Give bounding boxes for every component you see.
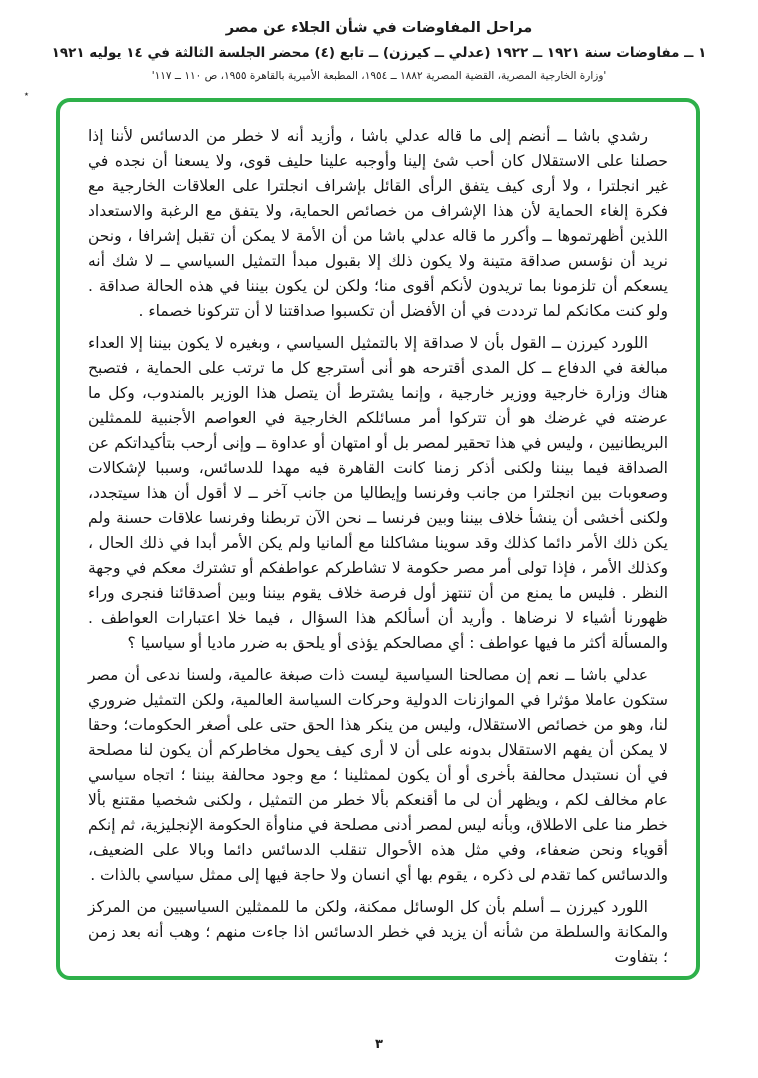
- margin-mark: ٭: [24, 90, 29, 100]
- document-header: [0, 0, 758, 82]
- paragraph-lord-curzon-2: اللورد كيرزن ــ أسلم بأن كل الوسائل ممكنة، ولكن ما للممثلين السياسيين من المركز والمكانة والسلطة من شأنه أن يزيد في خطر الدسائس اذا جاءت منهم ؛ وهب أنه بعد زمن ؛ بتفاوت: [88, 898, 668, 966]
- paragraph-rushdi-pasha: رشدي باشا ــ أنضم إلى ما قاله عدلي باشا ، وأزيد أنه لا خطر من الدسائس لأننا إذا حصلنا على الاستقلال كان أحب شئ إلينا وأوجبه علينا حليف قوى، ولا يسعنا أن نجده في غير انجلترا ، ولا أرى كيف يتفق الرأى القائل بإشراف انجلترا على العلاقات الخارجية مع فكرة إلغاء الحماية لأن هذا الإشراف من خصائص الحماية، ولا يتفق مع الرغبة والاستعداد اللذين أظهرتموها ــ وأكرر ما قاله عدلي باشا من أن الأمة لا يمكن أن تقبل إشرافا ، ونحن نريد أن نؤسس صداقة متينة ولا يكون ذلك إلا بقبول مبدأ التمثيل السياسي ــ لا شك أنه يسعكم أن تلزمونا بما تريدون لأنكم أقوى منا؛ ولكن لن يكون بيننا في هذه الحالة صداقة . ولو كنت مكانكم لما ترددت في أن الأفضل أن تكسبوا صداقتنا لا أن تتركونا خصماء .: [88, 127, 668, 320]
- paragraph-lord-curzon-1: اللورد كيرزن ــ القول بأن لا صداقة إلا بالتمثيل السياسي ، وبغيره لا يكون بيننا إلا العداء مبالغة في الدفاع ــ كل المدى أقترحه هو أنى أسترجع كل ما ترتب على الحماية ، فتصبح هناك وزارة خارجية ووزير خارجية ، وإنما يشترط أن يتصل هذا الوزير بالمندوب، وكل ما عرضته في غرضك هو أن تتركوا أمر مسائلكم الخارجية في العواصم الأجنبية للممثلين البريطانيين ، وليس في هذا تحقير لمصر بل أو امتهان أو عداوة ــ وإنى أرحب بتأكيداتكم عن الصداقة فيما بيننا ولكنى أذكر زمنا كانت القاهرة فيه مهدا للدسائس، وسببا لإشكالات وصعوبات بين انجلترا من جانب وفرنسا وإيطاليا من جانب آخر ــ لا أقول أن هذا سيتجدد، ولكنى أخشى أن ينشأ خلاف بيننا وبين فرنسا ــ نحن الآن تربطنا وفرنسا علاقات حسنة ولم يكن ذلك الأمر دائما كذلك وقد سوينا مشاكلنا مع ألمانيا ولم يكن الأمر أبدا في ذلك الحال ، وكذلك الأمر ، فإذا تولى أمر مصر حكومة لا تشاطركم عواطفكم أو تشترك معكم في وجهة النظر . فليس ما يمنع من أن تنتهز أول فرصة خلاف يقوم بيننا وبين أصدقائنا فنجرى وراء ظهورنا أشياء لا نرضاها . وأريد أن أسألكم هذا السؤال ، فيما خلا اعتبارات العواطف . والمسألة أكثر ما فيها عواطف : أي مصالحكم يؤذى أو يلحق به ضرر ماديا أو سياسيا ؟: [88, 334, 668, 652]
- page-footer: [0, 1037, 758, 1052]
- page-number: ٣: [375, 1037, 383, 1052]
- source-citation: 'وزارة الخارجية المصرية، القضية المصرية ١٨٨٢ ــ ١٩٥٤، المطبعة الأميرية بالقاهرة ١٩٥٥، ص ١١٠ ــ ١١٧': [151, 70, 607, 82]
- page-title: مراحل المفاوضات في شأن الجلاء عن مصر: [225, 20, 533, 36]
- paragraph-adli-pasha: عدلي باشا ــ نعم إن مصالحنا السياسية ليست ذات صبغة عالمية، ولسنا ندعى أن مصر ستكون عاملا مؤثرا في الموازنات الدولية وحركات السياسة العالمية، ولكن التمثيل ضروري لنا، وهو من خصائص الاستقلال، وليس من ينكر هذا الحق حتى على أصغر الحكومات؛ وحقا لا يمكن أن يفهم الاستقلال بدونه على أن لا أرى كيف يحول مخاطركم أن يكون لنا مصلحة في أن نستبدل محالفة بأخرى أو أن يكون لممثلينا ؛ مع وجود محالفة بيننا ؛ اتجاه سياسي عام مخالف لكم ، ويظهر أن لى ما أقنعكم بألا خطر من التمثيل ، ولكنى شخصيا مقتنع بألا خطر منا على الاطلاق، وبأنه ليس لمصر أدنى مصلحة في مناوأة الحكومة الإنجليزية، ثم إنكم أقوياء ونحن ضعفاء، وفي مثل هذه الأحوال تنقلب الدسائس دائما وبالا على الضعيف، والدسائس كما تقدم لى ذكره ، يقوم بها أي انسان ولا حاجة فيها إلى ممثل سياسي بالذات .: [88, 666, 668, 884]
- page-subtitle: ١ ــ مفاوضات سنة ١٩٢١ ــ ١٩٢٢ (عدلي ــ كيرزن) ــ تابع (٤) محضر الجلسة الثالثة في ١٤ يوليه ١٩٢١: [51, 45, 707, 61]
- green-border-box: [56, 98, 700, 980]
